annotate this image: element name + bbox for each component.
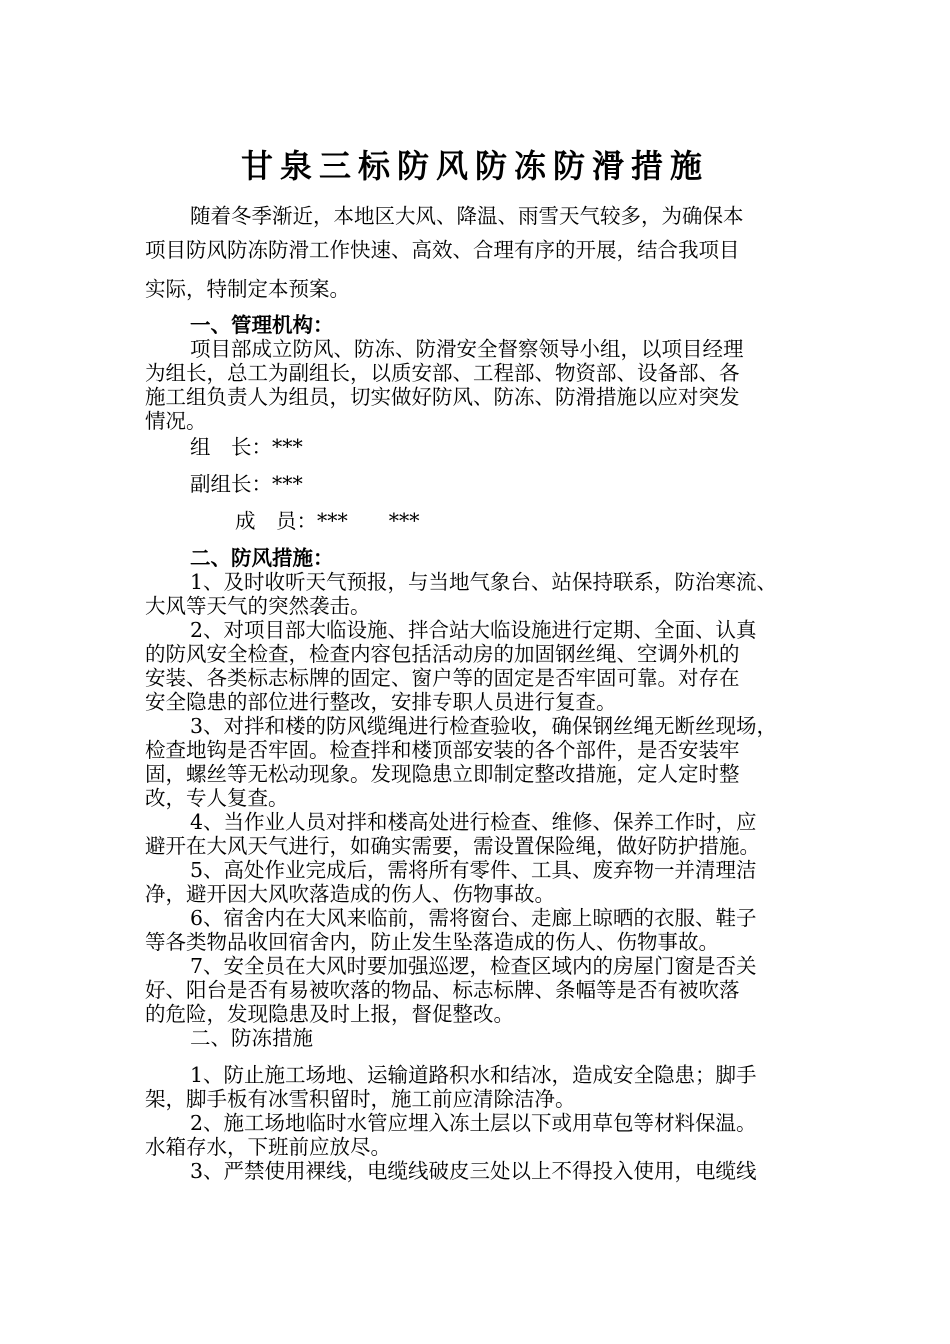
section1-line-1: 项目部成立防风、防冻、防滑安全督察领导小组，以项目经理 bbox=[190, 337, 744, 361]
leader-line: 组 长：*** bbox=[190, 435, 303, 459]
section2-line-7: 3、对拌和楼的防风缆绳进行检查验收，确保钢丝绳无断丝现场， bbox=[190, 714, 778, 738]
intro-line-3: 实际，特制定本预案。 bbox=[145, 277, 350, 301]
section2-line-3: 2、对项目部大临设施、拌合站大临设施进行定期、全面、认真 bbox=[190, 618, 757, 642]
section1-heading: 一、管理机构： bbox=[190, 313, 334, 337]
section2-line-19: 的危险，发现隐患及时上报，督促整改。 bbox=[145, 1002, 514, 1026]
section2-line-12: 避开在大风天气进行，如确实需要，需设置保险绳，做好防护措施。 bbox=[145, 834, 760, 858]
section1-line-2: 为组长，总工为副组长，以质安部、工程部、物资部、设备部、各 bbox=[145, 361, 740, 385]
section2-line-1: 1、及时收听天气预报，与当地气象台、站保持联系，防治寒流、 bbox=[190, 570, 778, 594]
section2-line-9: 固，螺丝等无松动现象。发现隐患立即制定整改措施，定人定时整 bbox=[145, 762, 740, 786]
section3-line-4: 水箱存水，下班前应放尽。 bbox=[145, 1135, 391, 1159]
members-line: 成 员：*** *** bbox=[235, 509, 420, 533]
section3-heading: 二、防冻措施 bbox=[190, 1026, 313, 1050]
document-title: 甘泉三标防风防冻防滑措施 bbox=[240, 147, 709, 185]
section2-line-17: 7、安全员在大风时要加强巡逻，检查区域内的房屋门窗是否关 bbox=[190, 954, 757, 978]
section2-line-13: 5、高处作业完成后，需将所有零件、工具、废弃物一并清理洁 bbox=[190, 858, 757, 882]
section2-heading: 二、防风措施： bbox=[190, 546, 334, 570]
section2-line-14: 净，避开因大风吹落造成的伤人、伤物事故。 bbox=[145, 882, 555, 906]
section2-line-11: 4、当作业人员对拌和楼高处进行检查、维修、保养工作时，应 bbox=[190, 810, 757, 834]
section2-line-18: 好、阳台是否有易被吹落的物品、标志标牌、条幅等是否有被吹落 bbox=[145, 978, 740, 1002]
section2-line-2: 大风等天气的突然袭击。 bbox=[145, 594, 371, 618]
section3-line-2: 架，脚手板有冰雪积留时，施工前应清除洁净。 bbox=[145, 1087, 576, 1111]
section2-line-6: 安全隐患的部位进行整改，安排专职人员进行复查。 bbox=[145, 690, 617, 714]
section3-line-3: 2、施工场地临时水管应埋入冻土层以下或用草包等材料保温。 bbox=[190, 1111, 757, 1135]
intro-line-1: 随着冬季渐近，本地区大风、降温、雨雪天气较多，为确保本 bbox=[190, 204, 744, 228]
section2-line-16: 等各类物品收回宿舍内，防止发生坠落造成的伤人、伤物事故。 bbox=[145, 930, 719, 954]
section3-line-1: 1、防止施工场地、运输道路积水和结冰，造成安全隐患；脚手 bbox=[190, 1063, 757, 1087]
section2-line-10: 改，专人复查。 bbox=[145, 786, 289, 810]
section2-line-5: 安装、各类标志标牌的固定、窗户等的固定是否牢固可靠。对存在 bbox=[145, 666, 740, 690]
intro-line-2: 项目防风防冻防滑工作快速、高效、合理有序的开展，结合我项目 bbox=[145, 238, 740, 262]
section1-line-4: 情况。 bbox=[145, 409, 207, 433]
section2-line-15: 6、宿舍内在大风来临前，需将窗台、走廊上晾晒的衣服、鞋子 bbox=[190, 906, 757, 930]
deputy-leader-line: 副组长：*** bbox=[190, 472, 303, 496]
section2-line-8: 检查地钩是否牢固。检查拌和楼顶部安装的各个部件，是否安装牢 bbox=[145, 738, 740, 762]
section1-line-3: 施工组负责人为组员，切实做好防风、防冻、防滑措施以应对突发 bbox=[145, 385, 740, 409]
section2-line-4: 的防风安全检查，检查内容包括活动房的加固钢丝绳、空调外机的 bbox=[145, 642, 740, 666]
section3-line-5: 3、严禁使用裸线，电缆线破皮三处以上不得投入使用，电缆线 bbox=[190, 1159, 757, 1183]
